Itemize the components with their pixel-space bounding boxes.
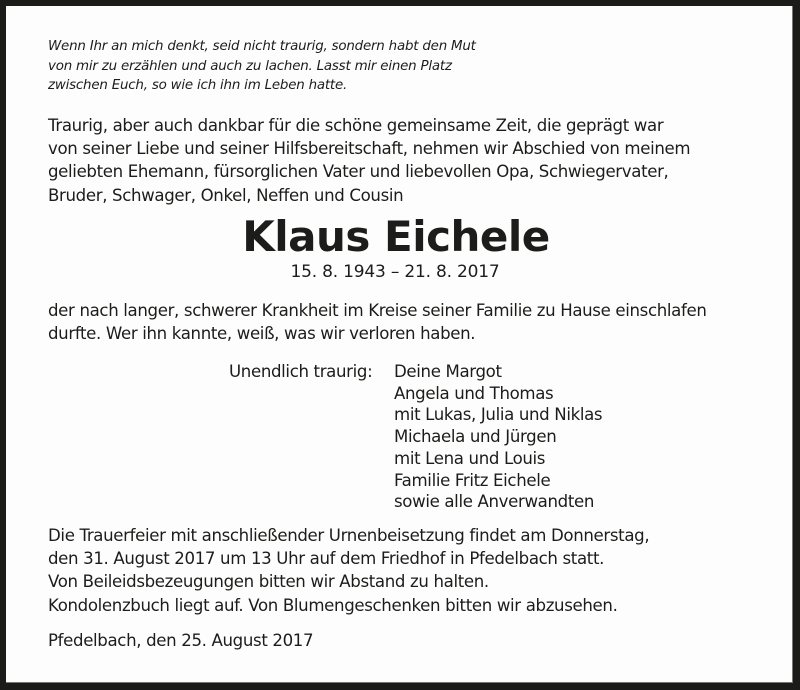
death-note-line: durfte. Wer ihn kannte, weiß, was wir verloren haben. <box>48 324 476 344</box>
deceased-name: Klaus Eichele <box>242 212 550 261</box>
intro-line: Traurig, aber auch dankbar für die schöne gemeinsame Zeit, die geprägt war <box>48 116 664 135</box>
mourner-entry: Michaela und Jürgen <box>394 427 557 447</box>
mourner-entry: mit Lukas, Julia und Niklas <box>394 405 603 425</box>
mourner-entry: mit Lena und Louis <box>394 448 546 468</box>
mourners-label: Unendlich traurig: <box>229 362 373 381</box>
intro-line: geliebten Ehemann, fürsorglichen Vater und liebevollen Opa, Schwiegervater, <box>48 162 669 182</box>
death-note-line: der nach langer, schwerer Krankheit im Kreise seiner Familie zu Hause einschlafen <box>48 301 707 320</box>
motto-line: von mir zu erzählen und auch zu lachen. Lasst mir einen Platz <box>48 58 452 74</box>
intro-line: von seiner Liebe und seiner Hilfsbereitschaft, nehmen wir Abschied von meinem <box>48 139 691 159</box>
mourner-entry: sowie alle Anverwandten <box>394 492 595 512</box>
place-and-date: Pfedelbach, den 25. August 2017 <box>48 631 314 650</box>
life-dates: 15. 8. 1943 – 21. 8. 2017 <box>290 262 500 282</box>
intro-paragraph <box>48 114 690 207</box>
intro-line: Bruder, Schwager, Onkel, Neffen und Cousin <box>48 185 404 205</box>
mourners-list <box>394 361 602 513</box>
obituary-notice <box>6 6 792 682</box>
death-note-paragraph <box>48 299 707 345</box>
ceremony-line: den 31. August 2017 um 13 Uhr auf dem Friedhof in Pfedelbach statt. <box>48 549 605 569</box>
mourner-entry: Deine Margot <box>394 362 502 381</box>
ceremony-line: Von Beileidsbezeugungen bitten wir Abstand zu halten. <box>48 572 489 592</box>
motto-line: zwischen Euch, so wie ich ihn im Leben hatte. <box>48 78 348 93</box>
mourner-entry: Angela und Thomas <box>394 383 554 403</box>
obituary-page <box>6 6 793 683</box>
ceremony-paragraph <box>48 524 649 617</box>
ceremony-line: Die Trauerfeier mit anschließender Urnenbeisetzung findet am Donnerstag, <box>48 526 650 545</box>
motto-line: Wenn Ihr an mich denkt, seid nicht traurig, sondern habt den Mut <box>48 39 476 54</box>
motto-quote <box>48 37 476 96</box>
ceremony-line: Kondolenzbuch liegt auf. Von Blumengeschenken bitten wir abzusehen. <box>48 595 618 615</box>
mourner-entry: Familie Fritz Eichele <box>394 470 551 490</box>
